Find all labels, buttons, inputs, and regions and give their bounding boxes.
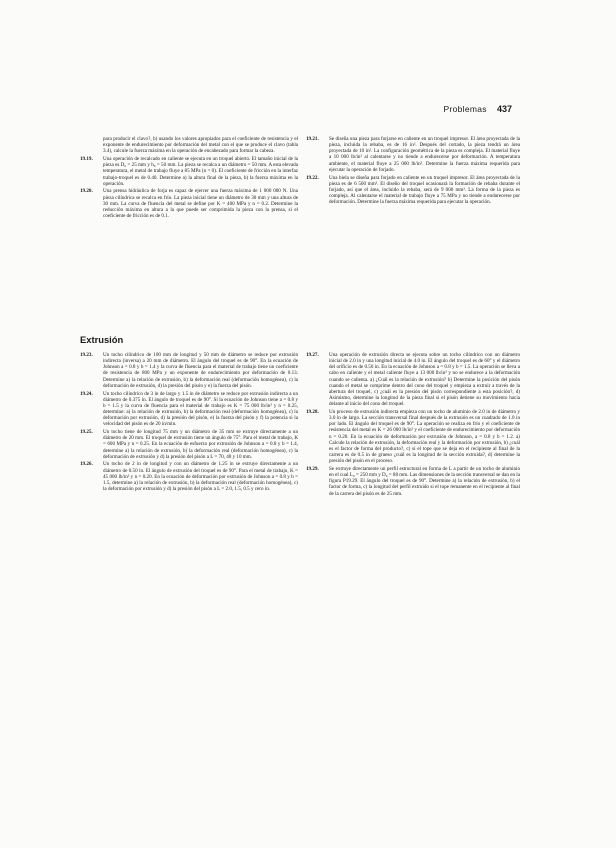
- problem-19-24: [80, 391, 298, 428]
- bottom-left-column: [80, 352, 298, 494]
- section-title-extrusion: Extrusión: [80, 334, 124, 345]
- problem-number: 19.19.: [80, 156, 93, 163]
- problem-text: Un proceso de extrusión indirecta empieza con un tocho de aluminio de 2.0 in de diámetro y 3.0 in de largo. La sección transversal final después de la extrusión es un cuadrado de 1.0 in por lado. El ángulo del troquel es de 90°. La operación se realiza en frío y el coeficiente de resistencia del metal es K = 26 000 lb/in² y el coeficiente de endurecimiento por deformación n = 0.20. En la ecuación de deformación por extrusión de Johnson, a = 0.8 y b = 1.2. a) Calcule la relación de extrusión, la deformación real y la deformación por extrusión, b) ¿cuál es el factor de forma del producto?, c) si el tope que se deja en el recipiente al final de la carrera es de 0.5 in de grueso ¿cuál es la longitud de la sección extruida?, d) determine la presión del pisón en el proceso.: [329, 409, 520, 465]
- problem-number: 19.23.: [80, 352, 93, 358]
- problem-text: Un tocho de 2 in de longitud y con un diámetro de 1.25 in se extruye directamente a un diámetro de 0.50 in. El ángulo de extrusión del troquel es de 90°. Para el metal de trabajo, K = 45 000 lb/in² y n = 0.20. En la ecuación de deformación por extrusión de Johnson a = 0.8 y b = 1.5, determine a) la relación de extrusión, b) la deformación real (deformación homogénea), c) la deformación por extrusión y d) la presión del pisón a L = 2.0, 1.5, 0.5 y cero in.: [103, 461, 298, 493]
- problem-number: 19.27.: [306, 352, 319, 358]
- problem-text: Un tocho cilíndrico de 3 in de largo y 1.5 in de diámetro se reduce por extrusión indirecta a un diámetro de 0.375 in. El ángulo de troquel es de 90°. Si la ecuación de Johnson tiene a = 0.8 y b = 1.5 y la curva de fluencia para el material de trabajo es K = 75 000 lb/in² y n = 0.25, determine: a) la relación de extrusión, b) la deformación real (deformación homogénea), c) la deformación por extrusión, d) la presión del pisón, e) la fuerza del pisón y f) la potencia si la velocidad del pisón es de 20 in/min.: [103, 390, 298, 428]
- page-header: [444, 104, 512, 114]
- problem-number: 19.29.: [306, 466, 319, 472]
- problem-text: Se extruye directamente un perfil estructural en forma de L a partir de un tocho de aluminio en el cual L₀ = 250 mm y D₀ = 88 mm. Las dimensiones de la sección transversal se dan en la figura P19.29. El ángulo del troquel es de 90°. Determine a) la relación de extrusión, b) el factor de forma, c) la longitud del perfil extruido si el tope remanente en el recipiente al final de la carrera del pisón es de 25 mm.: [329, 466, 520, 497]
- page-number: 437: [496, 104, 512, 114]
- problem-19-28: [306, 409, 520, 464]
- problem-text: Una biela se diseña para forjado en caliente en un troquel impresor. El área proyectada de la pieza es de 6 500 mm². El diseño del troquel ocasionará la formación de rebaba durante el forjado, así que el área, incluido la rebaba, será de 9 000 mm². La forma de la pieza es compleja. Al calentarse el material de trabajo fluye a 75 MPa y no tiende a endurecerse por deformación. Determine la fuerza máxima requerida para ejecutar la operación.: [329, 174, 520, 206]
- problem-19-27: [306, 352, 520, 407]
- problem-19-25: [80, 429, 298, 460]
- continuation-text: para producir el clavo?, b) usando los valores apropiados para el coeficiente de resistencia y el exponente de endurecimiento por deformación del metal con el que se produce el clavo (tabla 3.4), calcule la fuerza máxima en la operación de encabezado para formar la cabeza.: [103, 136, 298, 155]
- problem-19-21: [306, 136, 520, 173]
- top-left-column: [80, 136, 298, 221]
- problem-number: 19.25.: [80, 429, 93, 436]
- problem-number: 19.26.: [80, 461, 93, 468]
- problem-text: Se diseña una pieza para forjarse en caliente en un troquel impresor. El área proyectada de la pieza, incluida la rebaba, es de 16 in². Después del cortado, la pieza tendrá un área proyectada de 10 in². La configuración geométrica de la pieza es compleja. El material fluye a 10 000 lb/in² al calentarse y no tiende a endurecerse por deformación. A temperatura ambiente, el material fluye a 25 000 lb/in². Determine la fuerza máxima requerida para ejecutar la operación de forjado.: [329, 136, 520, 173]
- problem-19-19: [80, 156, 298, 187]
- problem-text: Una operación de extrusión directa se ejecuta sobre un tocho cilíndrico con un diámetro inicial de 2.0 in y una longitud inicial de 4.0 in. El ángulo del troquel es de 60° y el diámetro del orificio es de 0.50 in. En la ecuación de Johnson a = 0.8 y b = 1.5. La operación se lleva a cabo en caliente y el metal caliente fluye a 13 000 lb/in² y no se endurece a la deformación cuando se calienta. a) ¿Cuál es la relación de extrusión? b) Determine la posición del pisón cuando el metal se comprime dentro del cono del troquel y empieza a extruir a través de la abertura del troquel, c) ¿cuál es la presión del pisón correspondiente a esta posición?, d) Asimismo, determine la longitud de la pieza final si el pisón detiene su movimiento hacia delante al inicio del cono del troquel.: [329, 352, 520, 408]
- problem-number: 19.28.: [306, 409, 319, 415]
- problem-19-22: [306, 175, 520, 206]
- problem-19-20: [80, 188, 298, 219]
- problem-text: Un tocho tiene de longitud 75 mm y un diámetro de 35 mm se extruye directamente a un diámetro de 20 mm. El troquel de extrusión tiene un ángulo de 75°. Para el metal de trabajo, K = 600 MPa y n = 0.25. En la ecuación de esfuerzo por extrusión de Johnson a = 0.8 y b = 1.4, determine a) la relación de extrusión, b) la deformación real (deformación homogénea), c) la deformación de extrusión y d) la presión del pisón a L = 70, 40 y 10 mm.: [103, 429, 298, 460]
- problem-text: Un tocho cilíndrico de 100 mm de longitud y 50 mm de diámetro se reduce por extrusión indirecta (inversa) a 20 mm de diámetro. El ángulo del troquel es de 90°. En la ecuación de Johnson a = 0.8 y b = 1.4 y la curva de fluencia para el material de trabajo tiene un coeficiente de resistencia de 800 MPa y un exponente de endurecimiento por deformación de 0.13. Determine a) la relación de extrusión, b) la deformación real (deformación homogénea), c) la deformación de extrusión, d) la presión del pisón y e) la fuerza del pisón.: [103, 352, 298, 389]
- problem-number: 19.20.: [80, 188, 93, 195]
- top-right-column: [306, 136, 520, 207]
- problem-19-26: [80, 461, 298, 492]
- problem-19-29: [306, 466, 520, 497]
- problem-19-23: [80, 352, 298, 389]
- problem-text: Una operación de recalcado en caliente se ejecuta en un troquel abierto. El tamaño inicial de la pieza es D₀ = 25 mm y h₀ = 50 mm. La pieza se recalca a un diámetro = 50 mm. A esta elevada temperatura, el metal de trabajo fluye a 85 MPa (n = 0). El coeficiente de fricción en la interfaz trabajo-troquel es de 0.40. Determine a) la altura final de la pieza, b) la fuerza máxima en la operación.: [103, 156, 298, 187]
- problem-number: 19.21.: [306, 136, 319, 142]
- bottom-right-column: [306, 352, 520, 498]
- problem-number: 19.22.: [306, 174, 319, 181]
- problem-text: Una prensa hidráulica de forja es capaz de ejercer una fuerza máxima de 1 000 000 N. Una pieza cilíndrica se recalca en frío. La pieza inicial tiene un diámetro de 30 mm y una altura de 30 mm. La curva de fluencia del metal se define por K = 400 MPa y n = 0.2. Determine la reducción máxima en altura a la que puede ser comprimida la pieza con la prensa, si el coeficiente de fricción es de 0.1.: [103, 188, 298, 220]
- running-head: Problemas: [443, 104, 487, 114]
- problem-number: 19.24.: [80, 390, 93, 397]
